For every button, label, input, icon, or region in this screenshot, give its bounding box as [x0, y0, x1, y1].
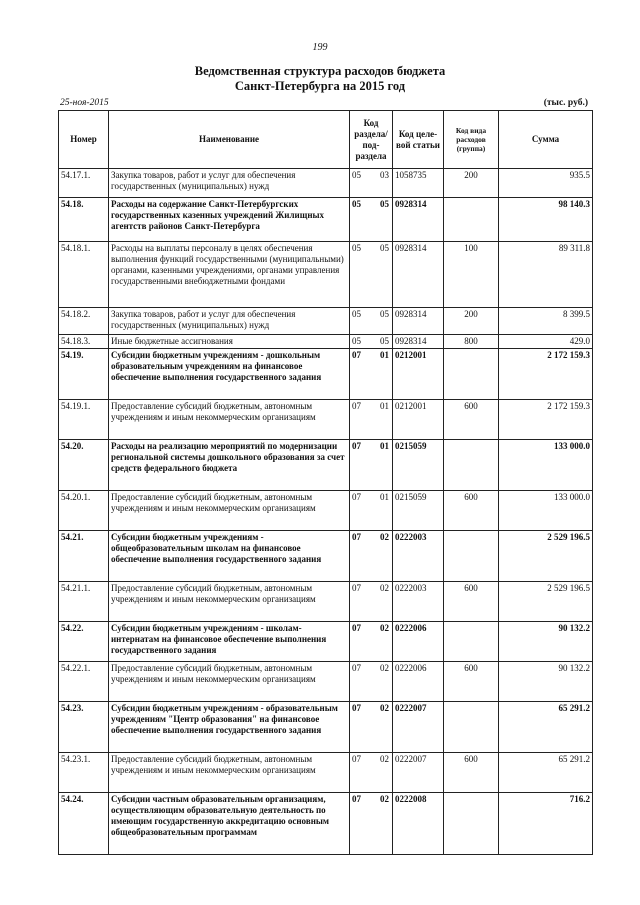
- table-row: [59, 582, 593, 622]
- table-row: [59, 491, 593, 531]
- row-section: 05: [352, 170, 361, 180]
- row-group: [444, 349, 499, 400]
- row-target: 1058735: [393, 169, 444, 198]
- row-section-code: [350, 702, 393, 753]
- row-target: 0928314: [393, 198, 444, 242]
- table-row: [59, 198, 593, 242]
- row-group: [444, 702, 499, 753]
- row-group: 600: [444, 582, 499, 622]
- row-target: 0222006: [393, 622, 444, 662]
- row-amount: 935.5: [499, 169, 593, 198]
- row-name: Расходы на содержание Санкт-Петербургских государственных казенных учреждений Жилищных агентств районов Санкт-Петербурга: [109, 198, 350, 242]
- row-section: 07: [352, 794, 361, 804]
- row-section: 07: [352, 663, 361, 673]
- row-group: 800: [444, 335, 499, 349]
- row-amount: 65 291.2: [499, 702, 593, 753]
- row-target: 0222007: [393, 702, 444, 753]
- row-amount: 716.2: [499, 793, 593, 855]
- row-group: 100: [444, 242, 499, 308]
- row-name: Предоставление субсидий бюджетным, автономным учреждениям и иным некоммерческим организациям: [109, 582, 350, 622]
- row-target: 0222003: [393, 582, 444, 622]
- row-section-code: [350, 491, 393, 531]
- row-number: 54.21.1.: [59, 582, 109, 622]
- row-group: [444, 622, 499, 662]
- table-row: [59, 702, 593, 753]
- header-target: Код целе-вой статьи: [393, 111, 444, 169]
- row-section: 07: [352, 492, 361, 502]
- row-name: Предоставление субсидий бюджетным, автономным учреждениям и иным некоммерческим организациям: [109, 400, 350, 440]
- row-target: 0215059: [393, 491, 444, 531]
- budget-table: [58, 110, 593, 855]
- row-section: 05: [352, 243, 361, 253]
- row-number: 54.18.2.: [59, 308, 109, 335]
- table-row: [59, 169, 593, 198]
- row-section: 07: [352, 703, 361, 713]
- header-number: Номер: [59, 111, 109, 169]
- row-amount: 8 399.5: [499, 308, 593, 335]
- row-name: Субсидии бюджетным учреждениям - образовательным учреждениям "Центр образования" на финансовое обеспечение выполнения государственного задания: [109, 702, 350, 753]
- row-subsection: 01: [380, 441, 389, 451]
- row-amount: 89 311.8: [499, 242, 593, 308]
- row-name: Расходы на выплаты персоналу в целях обеспечения выполнения функций государственными (муниципальными) органами, казенными учреждениями, органами управления государственными внебюджетными фондами: [109, 242, 350, 308]
- row-number: 54.20.: [59, 440, 109, 491]
- row-name: Предоставление субсидий бюджетным, автономным учреждениям и иным некоммерческим организациям: [109, 491, 350, 531]
- row-number: 54.22.: [59, 622, 109, 662]
- row-section: 07: [352, 401, 361, 411]
- table-row: [59, 242, 593, 308]
- row-name: Субсидии бюджетным учреждениям - школам-интернатам на финансовое обеспечение выполнения государственного задания: [109, 622, 350, 662]
- row-name: Субсидии частным образовательным организациям, осуществляющим образовательную деятельность по имеющим государственную аккредитацию основным общеобразовательным программам: [109, 793, 350, 855]
- row-number: 54.24.: [59, 793, 109, 855]
- row-section-code: [350, 622, 393, 662]
- row-group: [444, 440, 499, 491]
- row-section: 07: [352, 441, 361, 451]
- title-line-2: Санкт-Петербурга на 2015 год: [234, 79, 406, 93]
- row-group: 200: [444, 308, 499, 335]
- row-subsection: 02: [380, 623, 389, 633]
- row-amount: 98 140.3: [499, 198, 593, 242]
- row-target: 0928314: [393, 308, 444, 335]
- row-subsection: 02: [380, 794, 389, 804]
- row-target: 0222003: [393, 531, 444, 582]
- row-amount: 429.0: [499, 335, 593, 349]
- row-section: 07: [352, 532, 361, 542]
- row-section: 07: [352, 350, 361, 360]
- row-name: Иные бюджетные ассигнования: [109, 335, 350, 349]
- row-target: 0928314: [393, 242, 444, 308]
- table-row: [59, 308, 593, 335]
- row-amount: 90 132.2: [499, 622, 593, 662]
- row-section: 07: [352, 583, 361, 593]
- header-amount: Сумма: [499, 111, 593, 169]
- row-amount: 2 172 159.3: [499, 400, 593, 440]
- row-subsection: 03: [380, 170, 389, 180]
- row-number: 54.18.1.: [59, 242, 109, 308]
- row-group: [444, 531, 499, 582]
- row-number: 54.18.: [59, 198, 109, 242]
- row-name: Субсидии бюджетным учреждениям - общеобразовательным школам на финансовое обеспечение выполнения государственного задания: [109, 531, 350, 582]
- row-group: 200: [444, 169, 499, 198]
- row-amount: 2 172 159.3: [499, 349, 593, 400]
- header-name: Наименование: [109, 111, 350, 169]
- row-section-code: [350, 169, 393, 198]
- table-row: [59, 793, 593, 855]
- row-target: 0222006: [393, 662, 444, 702]
- table-row: [59, 531, 593, 582]
- row-section: 07: [352, 623, 361, 633]
- table-row: [59, 400, 593, 440]
- row-number: 54.23.1.: [59, 753, 109, 793]
- row-section-code: [350, 335, 393, 349]
- row-subsection: 02: [380, 663, 389, 673]
- table-row: [59, 622, 593, 662]
- page-title: [0, 64, 640, 94]
- row-section-code: [350, 753, 393, 793]
- row-section-code: [350, 349, 393, 400]
- row-number: 54.17.1.: [59, 169, 109, 198]
- row-section-code: [350, 582, 393, 622]
- row-name: Предоставление субсидий бюджетным, автономным учреждениям и иным некоммерческим организациям: [109, 662, 350, 702]
- row-subsection: 02: [380, 583, 389, 593]
- row-number: 54.18.3.: [59, 335, 109, 349]
- row-amount: 133 000.0: [499, 491, 593, 531]
- row-target: 0222007: [393, 753, 444, 793]
- row-name: Закупка товаров, работ и услуг для обеспечения государственных (муниципальных) нужд: [109, 169, 350, 198]
- row-subsection: 05: [380, 309, 389, 319]
- row-number: 54.22.1.: [59, 662, 109, 702]
- row-section-code: [350, 531, 393, 582]
- row-name: Предоставление субсидий бюджетным, автономным учреждениям и иным некоммерческим организациям: [109, 753, 350, 793]
- header-group: Код вида расходов (группа): [444, 111, 499, 169]
- row-subsection: 05: [380, 199, 389, 209]
- row-group: 600: [444, 400, 499, 440]
- table-row: [59, 662, 593, 702]
- page-number: 199: [312, 42, 328, 53]
- row-section-code: [350, 242, 393, 308]
- row-amount: 133 000.0: [499, 440, 593, 491]
- row-name: Субсидии бюджетным учреждениям - дошкольным образовательным учреждениям на финансовое обеспечение выполнения государственного задания: [109, 349, 350, 400]
- row-group: [444, 198, 499, 242]
- row-target: 0212001: [393, 349, 444, 400]
- row-target: 0212001: [393, 400, 444, 440]
- row-subsection: 01: [380, 492, 389, 502]
- row-amount: 2 529 196.5: [499, 582, 593, 622]
- row-number: 54.19.1.: [59, 400, 109, 440]
- row-target: 0928314: [393, 335, 444, 349]
- row-subsection: 05: [380, 243, 389, 253]
- row-subsection: 01: [380, 350, 389, 360]
- row-amount: 65 291.2: [499, 753, 593, 793]
- row-section-code: [350, 198, 393, 242]
- header-section: Код раздела/ под-раздела: [350, 111, 393, 169]
- table-row: [59, 335, 593, 349]
- row-target: 0215059: [393, 440, 444, 491]
- row-subsection: 02: [380, 754, 389, 764]
- row-section: 05: [352, 336, 361, 346]
- row-section-code: [350, 308, 393, 335]
- row-subsection: 01: [380, 401, 389, 411]
- row-number: 54.19.: [59, 349, 109, 400]
- row-section: 05: [352, 309, 361, 319]
- table-row: [59, 349, 593, 400]
- row-subsection: 05: [380, 336, 389, 346]
- row-subsection: 02: [380, 703, 389, 713]
- units-label: (тыс. руб.): [543, 98, 588, 108]
- row-group: [444, 793, 499, 855]
- row-target: 0222008: [393, 793, 444, 855]
- row-amount: 90 132.2: [499, 662, 593, 702]
- row-section-code: [350, 400, 393, 440]
- row-amount: 2 529 196.5: [499, 531, 593, 582]
- table-row: [59, 753, 593, 793]
- row-number: 54.21.: [59, 531, 109, 582]
- row-name: Закупка товаров, работ и услуг для обеспечения государственных (муниципальных) нужд: [109, 308, 350, 335]
- row-number: 54.23.: [59, 702, 109, 753]
- document-date: 25-ноя-2015: [60, 98, 109, 108]
- row-group: 600: [444, 662, 499, 702]
- row-subsection: 02: [380, 532, 389, 542]
- table-header-row: [59, 111, 593, 169]
- row-section-code: [350, 440, 393, 491]
- row-number: 54.20.1.: [59, 491, 109, 531]
- row-section: 07: [352, 754, 361, 764]
- row-section-code: [350, 793, 393, 855]
- row-group: 600: [444, 491, 499, 531]
- row-section-code: [350, 662, 393, 702]
- row-group: 600: [444, 753, 499, 793]
- table-row: [59, 440, 593, 491]
- title-line-1: Ведомственная структура расходов бюджета: [194, 64, 446, 78]
- row-name: Расходы на реализацию мероприятий по модернизации региональной системы дошкольного образования за счет средств федерального бюджета: [109, 440, 350, 491]
- row-section: 05: [352, 199, 361, 209]
